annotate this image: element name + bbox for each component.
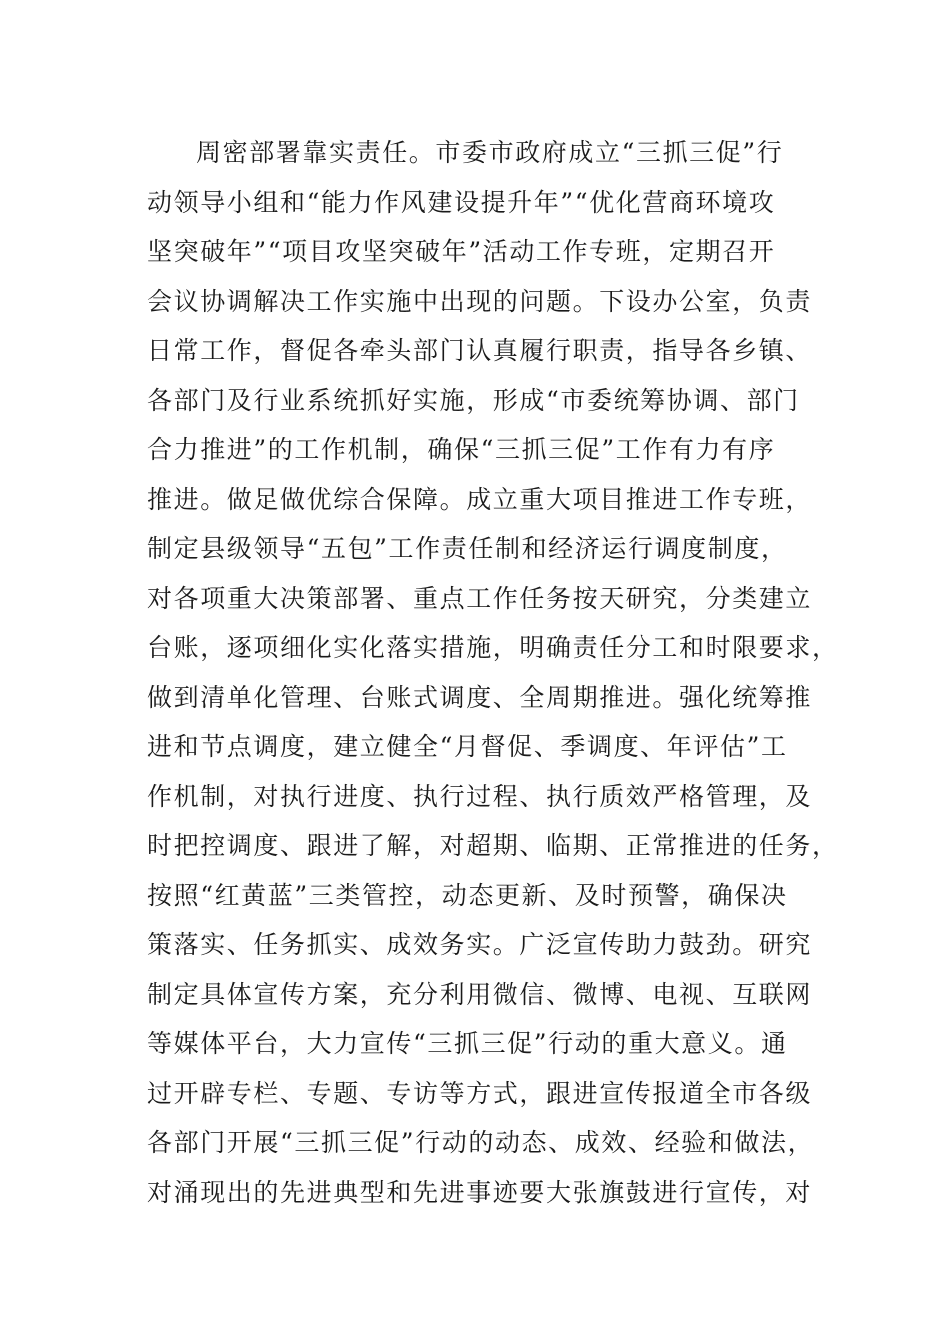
body-paragraph [147, 128, 839, 1217]
text-line: 时把控调度、跟进了解，对超期、临期、正常推进的任务， [147, 831, 839, 860]
text-line: 做到清单化管理、台账式调度、全周期推进。强化统筹推 [147, 682, 813, 712]
text-line: 坚突破年”“项目攻坚突破年”活动工作专班，定期召开 [147, 237, 776, 266]
text-line: 推进。做足做优综合保障。成立重大项目推进工作专班， [147, 484, 813, 514]
text-line: 周密部署靠实责任。市委市政府成立“三抓三促”行 [196, 138, 784, 167]
text-line: 日常工作，督促各牵头部门认真履行职责，指导各乡镇、 [147, 336, 813, 365]
text-line: 制定县级领导“五包”工作责任制和经济运行调度制度， [147, 534, 788, 563]
text-line: 各部门及行业系统抓好实施，形成“市委统筹协调、部门 [147, 385, 800, 415]
text-line: 会议协调解决工作实施中出现的问题。下设办公室，负责 [147, 286, 813, 316]
text-line: 台账，逐项细化实化落实措施，明确责任分工和时限要求， [147, 633, 839, 662]
text-line: 等媒体平台，大力宣传“三抓三促”行动的重大意义。通 [147, 1029, 788, 1058]
text-line: 对涌现出的先进典型和先进事迹要大张旗鼓进行宣传，对 [147, 1177, 813, 1207]
text-line: 对各项重大决策部署、重点工作任务按天研究，分类建立 [147, 583, 813, 613]
text-line: 制定具体宣传方案，充分利用微信、微博、电视、互联网 [147, 979, 813, 1009]
text-line: 动领导小组和“能力作风建设提升年”“优化营商环境攻 [147, 187, 776, 217]
text-line: 过开辟专栏、专题、专访等方式，跟进宣传报道全市各级 [147, 1078, 813, 1108]
text-line: 合力推进”的工作机制，确保“三抓三促”工作有力有序 [147, 435, 776, 464]
text-line: 进和节点调度，建立健全“月督促、季调度、年评估”工 [147, 732, 788, 761]
text-line: 作机制，对执行进度、执行过程、执行质效严格管理，及 [147, 781, 813, 811]
text-line: 各部门开展“三抓三促”行动的动态、成效、经验和做法， [147, 1128, 815, 1157]
text-line: 策落实、任务抓实、成效务实。广泛宣传助力鼓劲。研究 [147, 930, 813, 959]
text-line: 按照“红黄蓝”三类管控，动态更新、及时预警，确保决 [147, 880, 788, 910]
